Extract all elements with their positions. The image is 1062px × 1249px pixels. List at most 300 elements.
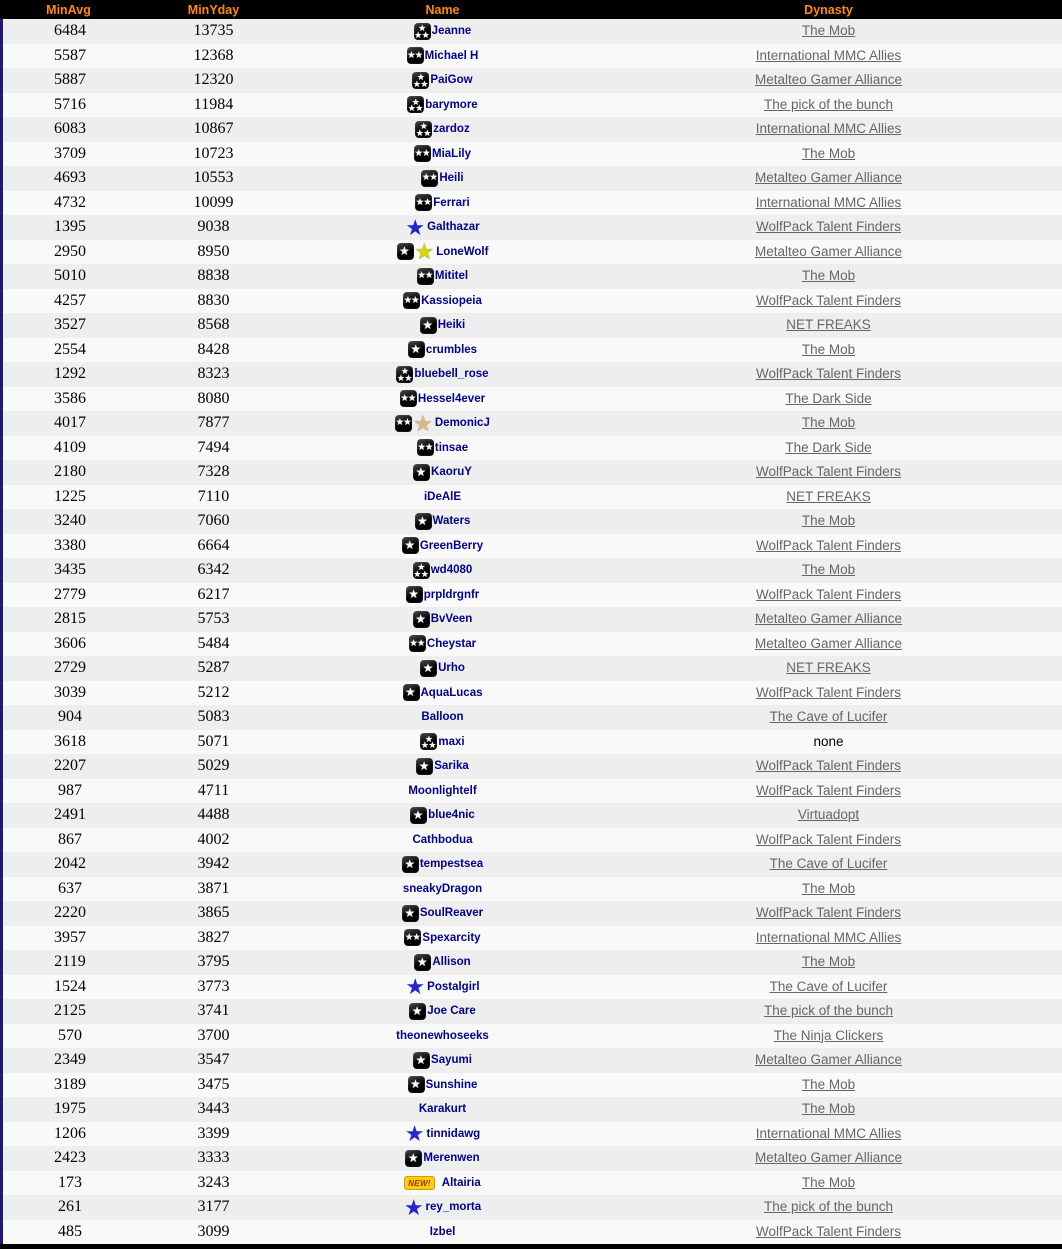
table-row bbox=[3, 240, 1062, 265]
minyday-cell: 3942 bbox=[197, 855, 230, 873]
dynasty-link[interactable]: WolfPack Talent Finders bbox=[755, 292, 902, 308]
minyday-cell: 10099 bbox=[193, 193, 234, 211]
name-cell bbox=[290, 341, 595, 358]
player-name-link[interactable]: Sayumi bbox=[431, 1054, 472, 1067]
column-header-minavg[interactable]: MinAvg bbox=[46, 2, 91, 17]
minavg-cell: 3957 bbox=[54, 928, 86, 946]
minavg-cell: 261 bbox=[58, 1198, 82, 1216]
dynasty-cell bbox=[595, 267, 1062, 285]
player-name-link[interactable]: Heili bbox=[439, 172, 464, 185]
dynasty-link[interactable]: WolfPack Talent Finders bbox=[755, 1223, 902, 1239]
star-glyph: ★ bbox=[415, 464, 427, 479]
minavg-cell: 4017 bbox=[54, 414, 86, 432]
player-name-link[interactable]: blue4nic bbox=[428, 809, 475, 822]
minyday-cell: 5071 bbox=[197, 732, 230, 750]
dynasty-cell bbox=[595, 341, 1062, 359]
dynasty-link[interactable]: The Mob bbox=[801, 341, 856, 357]
dynasty-link[interactable]: The pick of the bunch bbox=[763, 96, 894, 112]
player-name-link[interactable]: rey_morta bbox=[425, 1201, 482, 1214]
name-cell bbox=[290, 513, 595, 530]
minyday-cell: 12368 bbox=[193, 46, 234, 64]
rank-badge-3-star-icon bbox=[414, 23, 431, 40]
dynasty-cell bbox=[595, 1100, 1062, 1118]
player-name-link[interactable]: Sarika bbox=[434, 760, 469, 773]
player-name-link[interactable]: prpldrgnfr bbox=[423, 588, 480, 601]
dynasty-link[interactable]: Metalteo Gamer Alliance bbox=[754, 635, 903, 651]
name-cell bbox=[290, 1003, 595, 1020]
minyday-cell: 5753 bbox=[197, 610, 230, 628]
rank-badge-1-star-icon bbox=[408, 341, 425, 358]
dynasty-cell bbox=[595, 659, 1062, 677]
minyday-cell: 3099 bbox=[197, 1222, 230, 1240]
minyday-cell: 3871 bbox=[197, 879, 230, 897]
minyday-cell: 3795 bbox=[197, 953, 230, 971]
dynasty-cell bbox=[595, 855, 1062, 873]
table-row bbox=[3, 191, 1062, 216]
player-name-link[interactable]: BvVeen bbox=[430, 613, 473, 626]
rank-badge-2-star-icon bbox=[400, 390, 417, 407]
dynasty-cell bbox=[595, 1051, 1062, 1069]
minavg-cell: 2815 bbox=[54, 610, 86, 628]
rank-badge-3-star-icon bbox=[413, 562, 430, 579]
player-name-link[interactable]: wd4080 bbox=[430, 564, 473, 577]
rank-badge-1-star-icon bbox=[402, 537, 419, 554]
dynasty-cell bbox=[595, 1027, 1062, 1045]
dynasty-link[interactable]: The Mob bbox=[801, 23, 856, 39]
player-name-link[interactable]: Galthazar bbox=[427, 221, 480, 234]
star-glyph: ★ bbox=[417, 562, 426, 573]
dynasty-cell bbox=[595, 537, 1062, 555]
name-cell bbox=[290, 1052, 595, 1069]
name-cell bbox=[290, 1121, 595, 1147]
new-player-badge: NEW! bbox=[404, 1176, 435, 1190]
player-name-link[interactable]: Mititel bbox=[434, 270, 469, 283]
name-cell bbox=[290, 96, 595, 113]
player-name-link[interactable]: Joe Care bbox=[427, 1005, 476, 1018]
table-row bbox=[3, 1024, 1062, 1049]
player-name-link[interactable]: Spexarcity bbox=[422, 931, 481, 944]
minavg-cell: 4257 bbox=[54, 291, 86, 309]
dynasty-link[interactable]: WolfPack Talent Finders bbox=[755, 464, 902, 480]
dynasty-cell bbox=[595, 635, 1062, 653]
dynasty-link[interactable]: WolfPack Talent Finders bbox=[755, 684, 902, 700]
player-name-link[interactable]: Ferrari bbox=[433, 196, 470, 209]
column-header-minyday[interactable]: MinYday bbox=[187, 2, 240, 17]
rank-badge-1-star-icon bbox=[413, 464, 430, 481]
name-cell bbox=[290, 410, 595, 436]
minyday-cell: 8080 bbox=[197, 389, 230, 407]
dynasty-link[interactable]: The Mob bbox=[801, 1101, 856, 1117]
table-row bbox=[3, 779, 1062, 804]
minavg-cell: 1292 bbox=[54, 365, 86, 383]
dynasty-link[interactable]: WolfPack Talent Finders bbox=[755, 366, 902, 382]
player-name-link[interactable]: theonewhoseeks bbox=[396, 1029, 489, 1042]
dynasty-link[interactable]: WolfPack Talent Finders bbox=[755, 905, 902, 921]
table-row bbox=[3, 901, 1062, 926]
dynasty-link[interactable]: The pick of the bunch bbox=[763, 1003, 894, 1019]
dynasty-link[interactable]: NET FREAKS bbox=[786, 660, 871, 676]
player-name-link[interactable]: Postalgirl bbox=[427, 980, 480, 993]
dynasty-cell bbox=[595, 463, 1062, 481]
dynasty-cell bbox=[595, 194, 1062, 212]
dynasty-cell bbox=[595, 169, 1062, 187]
table-row bbox=[3, 460, 1062, 485]
player-name-link[interactable]: Sunshine bbox=[425, 1078, 478, 1091]
table-row bbox=[3, 436, 1062, 461]
dynasty-link[interactable]: International MMC Allies bbox=[755, 47, 902, 63]
table-row bbox=[3, 485, 1062, 510]
player-name-link[interactable]: sneakyDragon bbox=[402, 882, 483, 895]
minavg-cell: 3240 bbox=[54, 512, 86, 530]
table-row bbox=[3, 142, 1062, 167]
star-glyph: ★ bbox=[422, 147, 431, 159]
minyday-cell: 3443 bbox=[197, 1100, 230, 1118]
minyday-cell: 8428 bbox=[197, 340, 230, 358]
star-glyph: ★ bbox=[415, 196, 425, 208]
dynasty-link[interactable]: The Cave of Lucifer bbox=[769, 978, 888, 994]
star-glyph: ★ bbox=[421, 29, 430, 40]
minavg-cell: 867 bbox=[58, 830, 82, 848]
rank-badge-3-star-icon bbox=[412, 72, 429, 89]
minyday-cell: 5484 bbox=[197, 634, 230, 652]
star-glyph: ★ bbox=[407, 49, 416, 61]
table-row bbox=[3, 215, 1062, 240]
blue-star-icon: ★ bbox=[403, 1194, 424, 1220]
table-row bbox=[3, 362, 1062, 387]
table-row bbox=[3, 999, 1062, 1024]
name-cell bbox=[290, 562, 595, 579]
player-name-link[interactable]: Kassiopeia bbox=[421, 294, 482, 307]
name-cell bbox=[290, 660, 595, 677]
minavg-cell: 3618 bbox=[54, 732, 86, 750]
player-name-link[interactable]: Allison bbox=[432, 956, 471, 969]
table-row bbox=[3, 632, 1062, 657]
dynasty-link[interactable]: The Mob bbox=[801, 268, 856, 284]
star-glyph: ★ bbox=[420, 78, 429, 89]
name-cell bbox=[290, 292, 595, 309]
minavg-cell: 3189 bbox=[54, 1075, 86, 1093]
player-name-link[interactable]: Moonlightelf bbox=[408, 784, 477, 797]
rank-badge-1-star-icon bbox=[416, 758, 433, 775]
star-glyph: ★ bbox=[411, 1003, 423, 1018]
dynasty-cell bbox=[595, 1174, 1062, 1192]
player-name-link[interactable]: Balloon bbox=[421, 711, 464, 724]
rank-badge-2-star-icon bbox=[395, 415, 412, 432]
player-name-link[interactable]: Karakurt bbox=[418, 1103, 467, 1116]
dynasty-cell bbox=[595, 904, 1062, 922]
minavg-cell: 2180 bbox=[54, 463, 86, 481]
dynasty-cell bbox=[595, 929, 1062, 947]
star-glyph: ★ bbox=[420, 740, 429, 751]
name-cell bbox=[290, 807, 595, 824]
table-row bbox=[3, 534, 1062, 559]
minavg-cell: 2119 bbox=[54, 953, 86, 971]
star-glyph: ★ bbox=[404, 372, 413, 383]
minyday-cell: 9038 bbox=[197, 218, 230, 236]
player-name-link[interactable]: maxi bbox=[438, 735, 465, 748]
dynasty-link[interactable]: International MMC Allies bbox=[755, 194, 902, 210]
minavg-cell: 5010 bbox=[54, 267, 86, 285]
rank-badge-2-star-icon bbox=[404, 929, 421, 946]
player-name-link[interactable]: Hessel4ever bbox=[417, 392, 486, 405]
dynasty-link[interactable]: International MMC Allies bbox=[755, 121, 902, 137]
star-glyph: ★ bbox=[409, 637, 418, 649]
name-cell bbox=[290, 239, 595, 265]
name-cell bbox=[290, 733, 595, 750]
star-glyph: ★ bbox=[417, 270, 426, 282]
player-name-link[interactable]: SoulReaver bbox=[419, 907, 484, 920]
table-row bbox=[3, 1146, 1062, 1171]
minavg-cell: 570 bbox=[58, 1026, 82, 1044]
minyday-cell: 8568 bbox=[197, 316, 230, 334]
dynasty-link[interactable]: The Dark Side bbox=[785, 390, 872, 406]
name-cell bbox=[290, 23, 595, 40]
dynasty-link[interactable]: The Ninja Clickers bbox=[773, 1027, 884, 1043]
dynasty-link[interactable]: The Mob bbox=[801, 1076, 856, 1092]
player-name-link[interactable]: KaoruY bbox=[431, 466, 472, 479]
rank-badge-2-star-icon bbox=[414, 145, 431, 162]
dynasty-link[interactable]: The Mob bbox=[801, 513, 856, 529]
player-name-link[interactable]: Merenwen bbox=[423, 1152, 480, 1165]
star-glyph: ★ bbox=[400, 366, 409, 377]
minavg-cell: 2554 bbox=[54, 340, 86, 358]
name-cell bbox=[290, 214, 595, 240]
table-row bbox=[3, 877, 1062, 902]
minavg-cell: 2220 bbox=[54, 904, 86, 922]
name-cell bbox=[290, 268, 595, 285]
minyday-cell: 10553 bbox=[193, 169, 234, 187]
table-row bbox=[3, 387, 1062, 412]
star-glyph: ★ bbox=[414, 49, 424, 61]
dynasty-link[interactable]: WolfPack Talent Finders bbox=[755, 782, 902, 798]
minyday-cell: 12320 bbox=[193, 71, 234, 89]
dynasty-link[interactable]: Virtuadopt bbox=[797, 807, 860, 823]
rank-badge-1-star-icon bbox=[397, 243, 414, 260]
minavg-cell: 637 bbox=[58, 879, 82, 897]
dynasty-link[interactable]: Metalteo Gamer Alliance bbox=[754, 72, 903, 88]
name-cell bbox=[290, 856, 595, 873]
dynasty-cell bbox=[595, 218, 1062, 236]
rank-badge-1-star-icon bbox=[413, 1052, 430, 1069]
dynasty-link[interactable]: The pick of the bunch bbox=[763, 1199, 894, 1215]
dynasty-cell bbox=[595, 1149, 1062, 1167]
player-name-link[interactable]: barymore bbox=[425, 98, 478, 111]
table-row bbox=[3, 926, 1062, 951]
column-header-name[interactable]: Name bbox=[425, 2, 460, 17]
name-cell bbox=[290, 1226, 595, 1238]
dynasty-link[interactable]: The Mob bbox=[801, 145, 856, 161]
dynasty-cell bbox=[595, 1076, 1062, 1094]
minavg-cell: 1395 bbox=[54, 218, 86, 236]
player-name-link[interactable]: Altairia bbox=[441, 1176, 481, 1189]
table-row bbox=[3, 93, 1062, 118]
name-cell bbox=[290, 1176, 595, 1190]
minyday-cell: 13735 bbox=[193, 22, 234, 40]
minyday-cell: 3333 bbox=[197, 1149, 230, 1167]
table-row bbox=[3, 1195, 1062, 1220]
dynasty-cell bbox=[595, 414, 1062, 432]
minyday-cell: 7060 bbox=[197, 512, 230, 530]
minavg-cell: 5587 bbox=[54, 46, 86, 64]
dynasty-cell bbox=[595, 978, 1062, 996]
player-name-link[interactable]: Jeanne bbox=[431, 25, 472, 38]
player-name-link[interactable]: Urho bbox=[438, 662, 465, 675]
star-glyph: ★ bbox=[412, 931, 421, 943]
player-name-link[interactable]: tempestsea bbox=[419, 858, 484, 871]
dynasty-link[interactable]: WolfPack Talent Finders bbox=[755, 758, 902, 774]
dynasty-cell bbox=[595, 561, 1062, 579]
dynasty-cell bbox=[595, 708, 1062, 726]
player-name-link[interactable]: tinnidawg bbox=[426, 1127, 481, 1140]
minyday-cell: 3773 bbox=[197, 977, 230, 995]
star-glyph: ★ bbox=[408, 587, 419, 602]
minavg-cell: 2349 bbox=[54, 1051, 86, 1069]
table-row bbox=[3, 117, 1062, 142]
dynasty-link[interactable]: WolfPack Talent Finders bbox=[755, 831, 902, 847]
name-cell bbox=[290, 929, 595, 946]
name-cell bbox=[290, 1030, 595, 1042]
table-row bbox=[3, 68, 1062, 93]
dynasty-cell bbox=[595, 1002, 1062, 1020]
dynasty-link[interactable]: WolfPack Talent Finders bbox=[755, 586, 902, 602]
star-glyph: ★ bbox=[428, 740, 437, 751]
dynasty-link[interactable]: The Mob bbox=[801, 415, 856, 431]
rank-badge-2-star-icon bbox=[421, 170, 438, 187]
dynasty-link[interactable]: The Cave of Lucifer bbox=[769, 709, 888, 725]
player-name-link[interactable]: crumbles bbox=[425, 343, 478, 356]
minyday-cell: 3547 bbox=[197, 1051, 230, 1069]
player-name-link[interactable]: Cathbodua bbox=[412, 833, 473, 846]
dynasty-cell bbox=[595, 316, 1062, 334]
player-name-link[interactable]: bluebell_rose bbox=[414, 368, 489, 381]
table-row bbox=[3, 607, 1062, 632]
dynasty-link[interactable]: The Mob bbox=[801, 1174, 856, 1190]
name-cell bbox=[290, 711, 595, 723]
minavg-cell: 5887 bbox=[54, 71, 86, 89]
player-name-link[interactable]: zardoz bbox=[433, 123, 470, 136]
rank-badge-2-star-icon bbox=[403, 292, 420, 309]
dynasty-cell bbox=[595, 757, 1062, 775]
minavg-cell: 2729 bbox=[54, 659, 86, 677]
name-cell bbox=[290, 905, 595, 922]
minavg-cell: 173 bbox=[58, 1173, 82, 1191]
player-name-link[interactable]: PaiGow bbox=[430, 74, 473, 87]
dynasty-link[interactable]: The Dark Side bbox=[785, 439, 872, 455]
player-name-link[interactable]: DemonicJ bbox=[434, 417, 490, 430]
minyday-cell: 4711 bbox=[197, 781, 230, 799]
dynasty-link[interactable]: The Mob bbox=[801, 562, 856, 578]
minavg-cell: 5716 bbox=[54, 95, 86, 113]
minavg-cell: 904 bbox=[58, 708, 82, 726]
table-row bbox=[3, 681, 1062, 706]
rank-badge-1-star-icon bbox=[413, 611, 430, 628]
dynasty-link[interactable]: Metalteo Gamer Alliance bbox=[754, 611, 903, 627]
player-name-link[interactable]: Michael H bbox=[424, 49, 479, 62]
star-glyph: ★ bbox=[404, 538, 416, 553]
name-cell bbox=[290, 366, 595, 383]
star-glyph: ★ bbox=[404, 905, 416, 920]
dynasty-cell bbox=[595, 22, 1062, 40]
rank-badge-2-star-icon bbox=[417, 439, 434, 456]
dynasty-cell bbox=[595, 831, 1062, 849]
star-glyph: ★ bbox=[424, 733, 433, 744]
minyday-cell: 10723 bbox=[193, 144, 234, 162]
dynasty-link[interactable]: WolfPack Talent Finders bbox=[755, 537, 902, 553]
dynasty-link[interactable]: Metalteo Gamer Alliance bbox=[754, 170, 903, 186]
star-glyph: ★ bbox=[415, 103, 424, 114]
star-glyph: ★ bbox=[405, 685, 416, 700]
player-name-link[interactable]: MiaLily bbox=[432, 147, 471, 160]
name-cell bbox=[290, 954, 595, 971]
rank-badge-1-star-icon bbox=[408, 1076, 425, 1093]
minyday-cell: 6217 bbox=[197, 585, 230, 603]
dynasty-link[interactable]: NET FREAKS bbox=[786, 488, 871, 504]
dynasty-link[interactable]: WolfPack Talent Finders bbox=[755, 219, 902, 235]
player-name-link[interactable]: GreenBerry bbox=[419, 539, 484, 552]
player-name-link[interactable]: LoneWolf bbox=[436, 245, 489, 258]
table-row bbox=[3, 975, 1062, 1000]
dynasty-link[interactable]: Metalteo Gamer Alliance bbox=[754, 1052, 903, 1068]
dynasty-cell bbox=[595, 1125, 1062, 1143]
blue-star-icon: ★ bbox=[404, 1121, 425, 1147]
player-name-link[interactable]: Waters bbox=[432, 515, 471, 528]
minyday-cell: 8950 bbox=[197, 242, 230, 260]
dynasty-link[interactable]: The Mob bbox=[801, 880, 856, 896]
star-glyph: ★ bbox=[420, 568, 429, 579]
dynasty-link[interactable]: The Mob bbox=[801, 954, 856, 970]
star-glyph: ★ bbox=[396, 372, 405, 383]
star-glyph: ★ bbox=[417, 513, 428, 528]
star-glyph: ★ bbox=[414, 147, 424, 159]
star-glyph: ★ bbox=[421, 172, 431, 184]
player-name-link[interactable]: iDeAlE bbox=[423, 490, 462, 503]
minyday-cell: 8830 bbox=[197, 291, 230, 309]
minavg-cell: 2125 bbox=[54, 1002, 86, 1020]
dynasty-cell bbox=[595, 512, 1062, 530]
table-row bbox=[3, 1097, 1062, 1122]
name-cell bbox=[290, 635, 595, 652]
star-glyph: ★ bbox=[411, 294, 420, 306]
player-name-link[interactable]: tinsae bbox=[434, 441, 469, 454]
player-name-link[interactable]: Izbel bbox=[429, 1225, 456, 1238]
minavg-cell: 3039 bbox=[54, 683, 86, 701]
minavg-cell: 4109 bbox=[54, 438, 86, 456]
dynasty-cell bbox=[595, 96, 1062, 114]
dynasty-link[interactable]: International MMC Allies bbox=[755, 929, 902, 945]
dynasty-link[interactable]: Metalteo Gamer Alliance bbox=[754, 1150, 903, 1166]
name-cell bbox=[290, 1194, 595, 1220]
minyday-cell: 8838 bbox=[197, 267, 230, 285]
dynasty-link[interactable]: International MMC Allies bbox=[755, 1125, 902, 1141]
column-header-dynasty[interactable]: Dynasty bbox=[804, 2, 853, 17]
dynasty-link[interactable]: NET FREAKS bbox=[786, 317, 871, 333]
dynasty-link[interactable]: Metalteo Gamer Alliance bbox=[754, 243, 903, 259]
star-glyph: ★ bbox=[419, 121, 428, 132]
dynasty-cell bbox=[595, 1198, 1062, 1216]
player-name-link[interactable]: Heiki bbox=[437, 319, 466, 332]
name-cell bbox=[290, 491, 595, 503]
minavg-cell: 2950 bbox=[54, 242, 86, 260]
minavg-cell: 485 bbox=[58, 1222, 82, 1240]
star-glyph: ★ bbox=[411, 96, 420, 107]
player-name-link[interactable]: Cheystar bbox=[426, 637, 477, 650]
rank-badge-1-star-icon bbox=[420, 660, 437, 677]
minyday-cell: 3865 bbox=[197, 904, 230, 922]
minavg-cell: 3527 bbox=[54, 316, 86, 334]
minyday-cell: 5287 bbox=[197, 659, 230, 677]
dynasty-link[interactable]: The Cave of Lucifer bbox=[769, 856, 888, 872]
player-name-link[interactable]: AquaLucas bbox=[420, 686, 483, 699]
